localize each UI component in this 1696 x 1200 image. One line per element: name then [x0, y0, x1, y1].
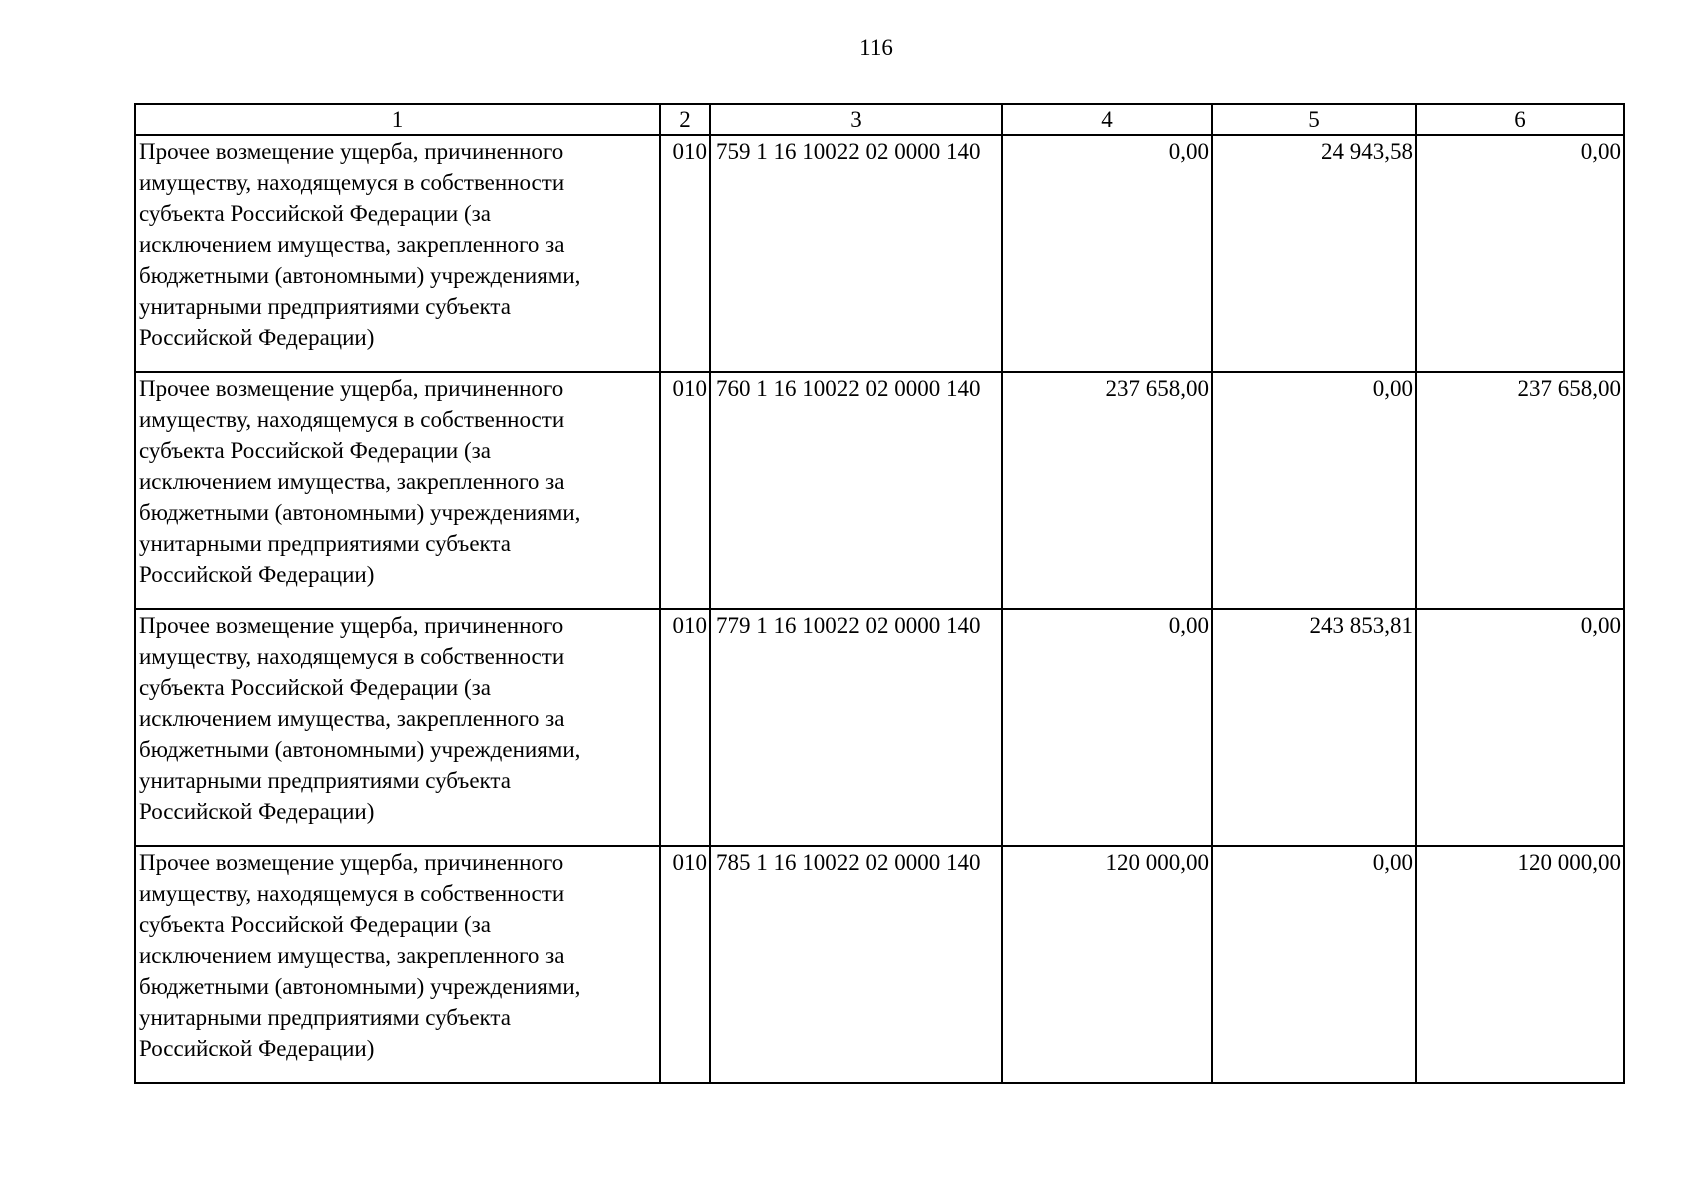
row-value-col6: 237 658,00	[1416, 372, 1624, 609]
column-header-3: 3	[710, 104, 1002, 135]
row-value-col4: 0,00	[1002, 135, 1212, 372]
row-line-code: 010	[660, 846, 710, 1083]
row-value-col4: 120 000,00	[1002, 846, 1212, 1083]
table-row	[135, 372, 1624, 609]
row-description: Прочее возмещение ущерба, причиненного имуществу, находящемуся в собственности субъекта Российской Федерации (за исключением имущества, закрепленного за бюджетными (автономными) учреждениями, унитарными предприятиями субъекта Российской Федерации)	[135, 609, 660, 846]
table-row	[135, 135, 1624, 372]
column-numbers-row	[135, 104, 1624, 135]
row-description: Прочее возмещение ущерба, причиненного имуществу, находящемуся в собственности субъекта Российской Федерации (за исключением имущества, закрепленного за бюджетными (автономными) учреждениями, унитарными предприятиями субъекта Российской Федерации)	[135, 372, 660, 609]
row-budget-code: 759 1 16 10022 02 0000 140	[710, 135, 1002, 372]
row-description: Прочее возмещение ущерба, причиненного имуществу, находящемуся в собственности субъекта Российской Федерации (за исключением имущества, закрепленного за бюджетными (автономными) учреждениями, унитарными предприятиями субъекта Российской Федерации)	[135, 846, 660, 1083]
row-budget-code: 785 1 16 10022 02 0000 140	[710, 846, 1002, 1083]
column-header-5: 5	[1212, 104, 1416, 135]
column-header-6: 6	[1416, 104, 1624, 135]
row-budget-code: 779 1 16 10022 02 0000 140	[710, 609, 1002, 846]
row-value-col6: 120 000,00	[1416, 846, 1624, 1083]
row-description: Прочее возмещение ущерба, причиненного имуществу, находящемуся в собственности субъекта Российской Федерации (за исключением имущества, закрепленного за бюджетными (автономными) учреждениями, унитарными предприятиями субъекта Российской Федерации)	[135, 135, 660, 372]
page-number: 116	[859, 35, 893, 60]
row-value-col5: 243 853,81	[1212, 609, 1416, 846]
row-value-col4: 237 658,00	[1002, 372, 1212, 609]
report-table	[134, 103, 1625, 1084]
row-budget-code: 760 1 16 10022 02 0000 140	[710, 372, 1002, 609]
row-value-col6: 0,00	[1416, 135, 1624, 372]
row-value-col4: 0,00	[1002, 609, 1212, 846]
column-header-4: 4	[1002, 104, 1212, 135]
table-row	[135, 609, 1624, 846]
table-row	[135, 846, 1624, 1083]
row-value-col5: 0,00	[1212, 846, 1416, 1083]
row-line-code: 010	[660, 372, 710, 609]
row-value-col6: 0,00	[1416, 609, 1624, 846]
column-header-2: 2	[660, 104, 710, 135]
column-header-1: 1	[135, 104, 660, 135]
row-value-col5: 0,00	[1212, 372, 1416, 609]
row-line-code: 010	[660, 135, 710, 372]
row-line-code: 010	[660, 609, 710, 846]
row-value-col5: 24 943,58	[1212, 135, 1416, 372]
